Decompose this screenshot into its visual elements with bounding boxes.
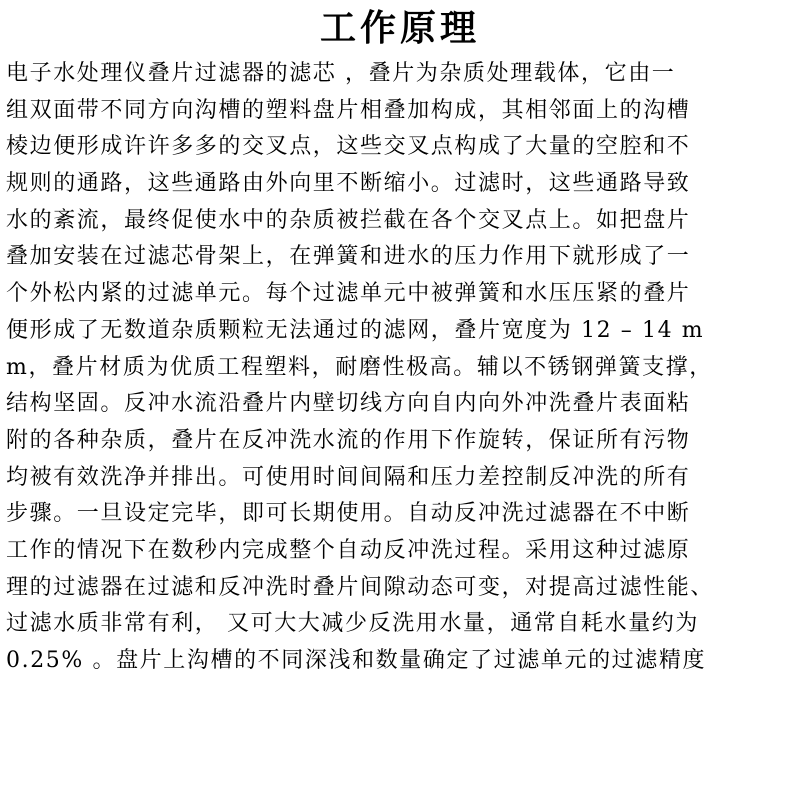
text-line: 工作的情况下在数秒内完成整个自动反冲洗过程。采用这种过滤原	[6, 537, 691, 563]
text-line: 电子水处理仪叠片过滤器的滤芯 ，叠片为杂质处理载体，它由一	[6, 61, 676, 86]
page-title: 工作原理	[319, 7, 480, 49]
text-line: 组双面带不同方向沟槽的塑料盘片相叠加构成，其相邻面上的沟槽	[6, 97, 691, 123]
body-paragraph	[6, 56, 798, 680]
text-line: 便形成了无数道杂质颗粒无法通过的滤网，叠片宽度为 12 – 14 m	[6, 317, 705, 343]
text-line: 个外松内紧的过滤单元。每个过滤单元中被弹簧和水压压紧的叠片	[6, 281, 691, 307]
text-line: m，叠片材质为优质工程塑料，耐磨性极高。辅以不锈钢弹簧支撑，	[6, 354, 713, 380]
text-line: 结构坚固。反冲水流沿叠片内壁切线方向自内向外冲洗叠片表面粘	[6, 391, 691, 417]
text-line: 理的过滤器在过滤和反冲洗时叠片间隙动态可变，对提高过滤性能、	[6, 574, 715, 600]
text-line: 步骤。一旦设定完毕，即可长期使用。自动反冲洗过滤器在不中断	[6, 501, 691, 527]
text-line: 棱边便形成许许多多的交叉点，这些交叉点构成了大量的空腔和不	[6, 134, 691, 160]
text-line: 叠加安装在过滤芯骨架上，在弹簧和进水的压力作用下就形成了一	[6, 244, 691, 270]
text-line: 水的紊流，最终促使水中的杂质被拦截在各个交叉点上。如把盘片	[6, 207, 691, 233]
text-line: 0.25% 。盘片上沟槽的不同深浅和数量确定了过滤单元的过滤精度	[6, 648, 707, 673]
text-line: 附的各种杂质，叠片在反冲洗水流的作用下作旋转，保证所有污物	[6, 427, 691, 453]
text-line: 过滤水质非常有利， 又可大大减少反洗用水量，通常自耗水量约为	[6, 611, 699, 637]
text-line: 规则的通路，这些通路由外向里不断缩小。过滤时，这些通路导致	[6, 171, 691, 197]
text-line: 均被有效洗净并排出。可使用时间间隔和压力差控制反冲洗的所有	[6, 464, 691, 490]
